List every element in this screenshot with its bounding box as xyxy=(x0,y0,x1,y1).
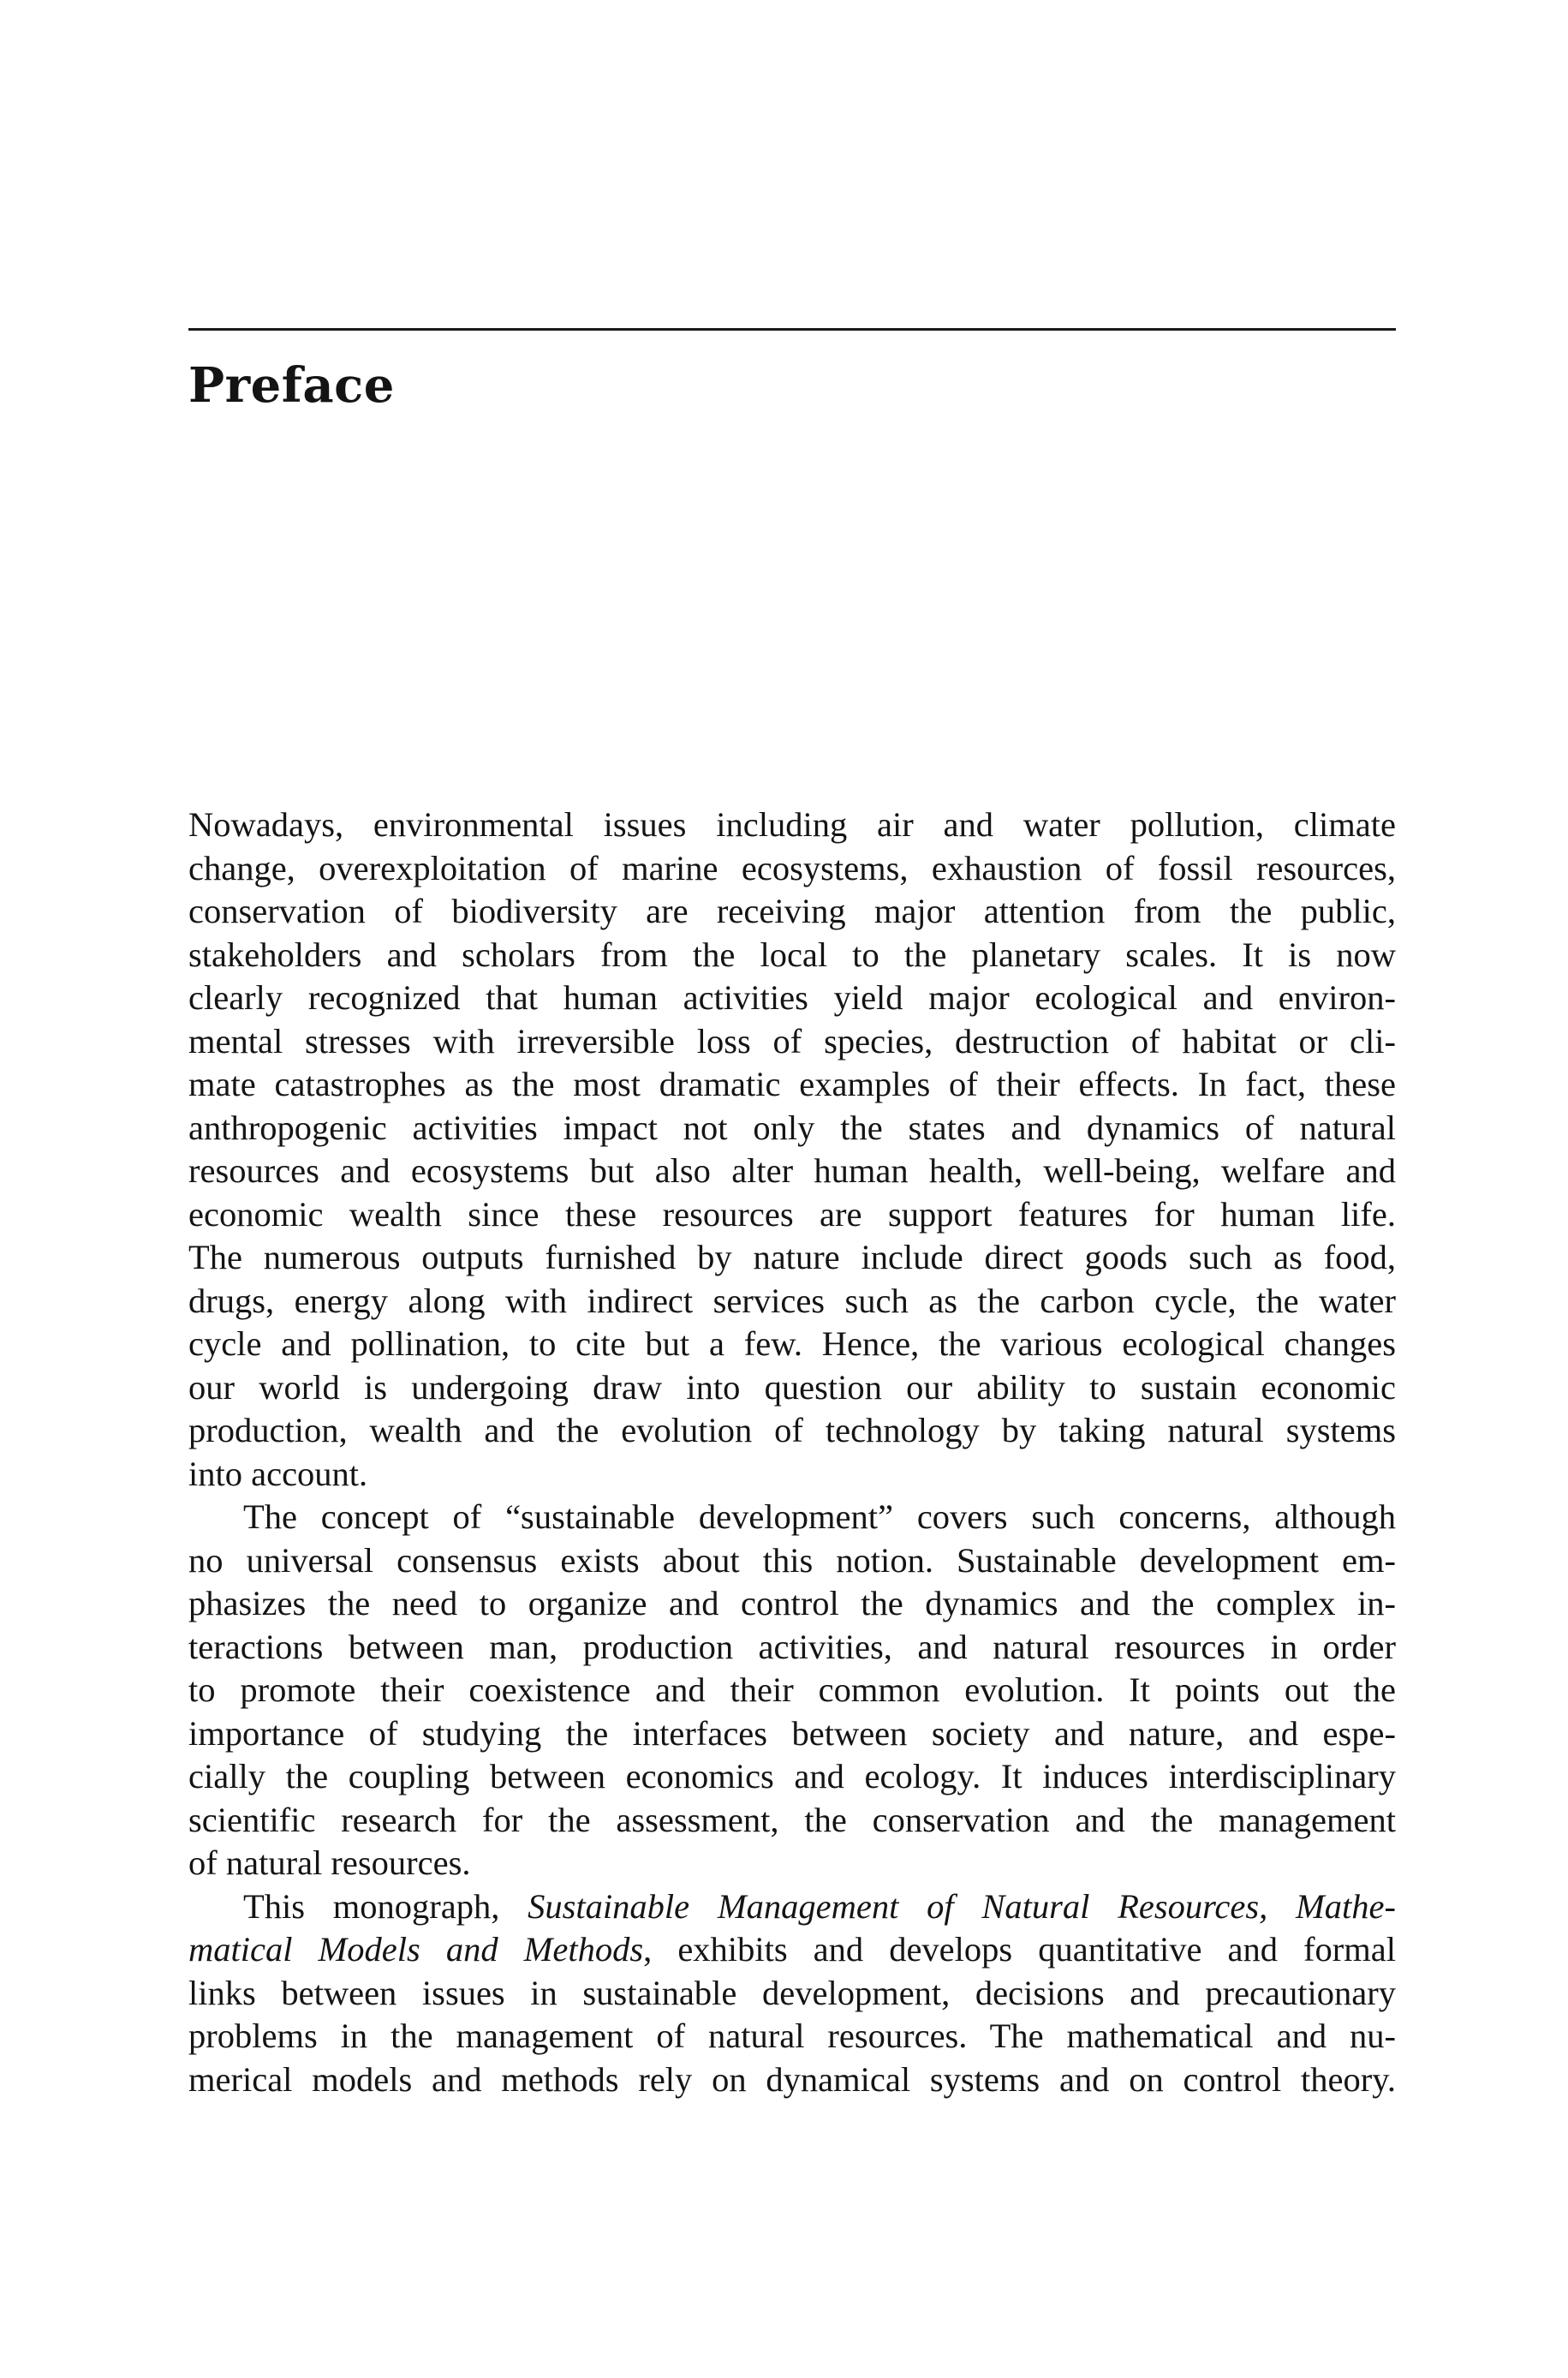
paragraph-1 xyxy=(188,804,1396,1496)
text-line: Nowadays, environmental issues including air and water pollution, climate xyxy=(188,805,1396,844)
text-line: cially the coupling between economics and ecology. It induces interdisciplinary xyxy=(188,1757,1396,1795)
text-line: production, wealth and the evolution of technology by taking natural systems xyxy=(188,1411,1396,1449)
paragraph-2 xyxy=(188,1496,1396,1885)
text-line: mate catastrophes as the most dramatic examples of their effects. In fact, these xyxy=(188,1065,1396,1103)
text-line: clearly recognized that human activities yield major ecological and environ- xyxy=(188,978,1396,1017)
text-line: drugs, energy along with indirect services such as the carbon cycle, the water xyxy=(188,1281,1396,1320)
chapter-rule xyxy=(188,328,1396,331)
text-line: our world is undergoing draw into question our ability to sustain economic xyxy=(188,1367,1396,1407)
text-run: , exhibits and develops quantitative and formal xyxy=(643,1930,1396,1969)
book-title-italic: matical Models and Methods xyxy=(188,1930,644,1969)
text-line: problems in the management of natural resources. The mathematical and nu- xyxy=(188,2017,1396,2055)
text-line: The numerous outputs furnished by nature include direct goods such as food, xyxy=(188,1238,1396,1276)
text-run: This monograph, xyxy=(243,1886,528,1926)
page-title: Preface xyxy=(188,357,395,414)
preface-body xyxy=(188,804,1396,2101)
text-line: anthropogenic activities impact not only the states and dynamics of natural xyxy=(188,1108,1396,1147)
text-line: importance of studying the interfaces between society and nature, and espe- xyxy=(188,1713,1396,1753)
text-line: resources and ecosystems but also alter human health, well-being, welfare and xyxy=(188,1151,1396,1190)
text-line: The concept of “sustainable development” covers such concerns, although xyxy=(243,1497,1396,1536)
text-line: stakeholders and scholars from the local to the planetary scales. It is now xyxy=(188,935,1396,974)
text-line: merical models and methods rely on dynamical systems and on control theory. xyxy=(188,2059,1396,2099)
text-line: change, overexploitation of marine ecosystems, exhaustion of fossil resources, xyxy=(188,848,1396,887)
text-line: scientific research for the assessment, the conservation and the management xyxy=(188,1800,1396,1839)
text-line xyxy=(188,1885,1396,1929)
paragraph-3 xyxy=(188,1885,1396,2102)
text-line: teractions between man, production activities, and natural resources in order xyxy=(188,1627,1396,1666)
text-line: to promote their coexistence and their common evolution. It points out the xyxy=(188,1670,1396,1709)
text-line: into account. xyxy=(188,1454,368,1493)
text-line: economic wealth since these resources are support features for human life. xyxy=(188,1194,1396,1234)
text-line: of natural resources. xyxy=(188,1843,471,1882)
text-line: no universal consensus exists about this notion. Sustainable development em- xyxy=(188,1540,1396,1580)
text-line: phasizes the need to organize and control the dynamics and the complex in- xyxy=(188,1584,1396,1622)
text-line: conservation of biodiversity are receiving major attention from the public, xyxy=(188,892,1396,930)
text-line: cycle and pollination, to cite but a few. Hence, the various ecological changes xyxy=(188,1324,1396,1363)
text-line: links between issues in sustainable development, decisions and precautionary xyxy=(188,1973,1396,2012)
book-title-italic: Sustainable Management of Natural Resources, Mathe- xyxy=(528,1886,1396,1926)
text-line: mental stresses with irreversible loss of species, destruction of habitat or cli- xyxy=(188,1021,1396,1061)
text-line xyxy=(188,1928,1396,1972)
